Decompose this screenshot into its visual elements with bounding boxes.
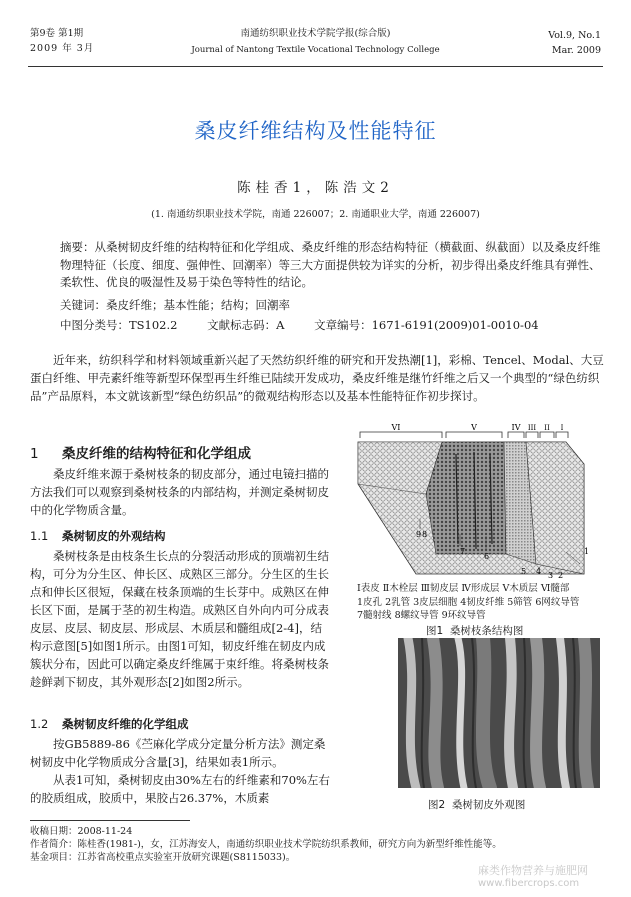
part-number: 8	[422, 530, 428, 539]
figure-number: 图2	[428, 799, 446, 811]
footnote	[30, 825, 590, 864]
section-title: 桑皮纤维的结构特征和化学组成	[62, 446, 251, 462]
article-number: 文章编号：1671-6191(2009)01-0010-04	[314, 318, 539, 332]
date-cn: 2009 年 3月	[30, 43, 95, 54]
section-1-heading	[30, 442, 251, 462]
journal-title-en: Journal of Nantong Textile Vocational Technology College	[191, 45, 440, 55]
paper-title: 桑皮纤维结构及性能特征	[194, 119, 437, 143]
date-en: Mar. 2009	[551, 45, 601, 56]
keywords: 关键词：桑皮纤维；基本性能；结构；回潮率	[60, 298, 290, 312]
layer-label: IV	[511, 424, 521, 432]
legend-line: 7髓射线 8螺纹导管 9环纹导管	[357, 610, 486, 621]
paragraph: 按GB5889-86《苎麻化学成分定量分析方法》测定桑树韧皮中化学物质成分含量[3]，结果如表1所示。	[30, 737, 326, 769]
section-1-2-heading	[30, 716, 189, 732]
part-number: 5	[521, 567, 527, 576]
layer-label: III	[527, 424, 537, 432]
header-rule	[28, 66, 603, 67]
author-bio: 作者简介：陈桂香(1981-)，女，江苏海安人，南通纺织职业技术学院纺织系教师，研究方向为新型纤维性能等。	[30, 839, 502, 850]
bark-photo-figure	[398, 638, 600, 788]
part-number: 6	[484, 552, 490, 561]
part-number: 1	[584, 547, 590, 556]
section-number: 1.1	[30, 529, 49, 543]
layer-label: I	[560, 424, 564, 432]
received-date: 收稿日期：2008-11-24	[30, 826, 133, 837]
authors: 陈桂香1，陈浩文2	[237, 180, 394, 196]
clc-number: 中图分类号：TS102.2	[60, 318, 178, 332]
section-1-1-heading	[30, 528, 166, 544]
layer-label: II	[544, 424, 550, 432]
figure-2-caption	[428, 797, 525, 812]
legend-line: 1皮孔 2乳管 3皮层细胞 4韧皮纤维 5筛管 6网纹导管	[357, 596, 580, 608]
stem-structure-figure	[356, 424, 596, 579]
part-number: 4	[536, 567, 542, 576]
section-title: 桑树韧皮的外观结构	[62, 529, 166, 543]
intro-text: 近年来，纺织科学和材料领域重新兴起了天然纺织纤维的研究和开发热潮[1]，彩棉、Tencel、Modal、大豆蛋白纤维、甲壳素纤维等新型环保型再生纤维已陆续开发成功，桑皮纤维是继竹纤维之后又一个典型的“绿色纺织品”产品原料，本文就该新型“绿色纺织品”的微观结构形态以及基本性能特征作初步探讨。	[30, 353, 604, 403]
figure-number: 图1	[426, 625, 444, 637]
part-number: 3	[548, 571, 554, 579]
layer-label: VI	[391, 424, 401, 432]
affiliation: (1. 南通纺织职业技术学院，南通 226007；2. 南通职业大学，南通 226007)	[151, 209, 480, 220]
part-number: 2	[558, 571, 564, 579]
layer-label: V	[471, 424, 477, 432]
section-1-body	[30, 465, 333, 519]
funding: 基金项目：江苏省高校重点实验室开放研究课题(S8115033)。	[30, 852, 296, 863]
section-number: 1.2	[30, 717, 49, 731]
watermark-text: 麻类作物营养与施肥网	[478, 864, 588, 877]
volume-issue-cn: 第9卷 第1期	[30, 28, 84, 39]
abstract: 摘要：从桑树韧皮纤维的结构特征和化学组成、桑皮纤维的形态结构特征（横截面、纵截面）以及桑皮纤维物理特征（长度、细度、强伸性、回潮率）等三大方面提供较为详实的分析，初步得出桑皮纤维具有弹性、柔软性、优良的吸湿性及易于染色等特性的结论。	[60, 240, 601, 289]
journal-title-cn: 南通纺织职业技术学院学报(综合版)	[240, 28, 391, 39]
classification	[60, 317, 565, 333]
part-number: 9	[416, 530, 422, 539]
section-number: 1	[30, 446, 39, 462]
section-1-1-body	[30, 547, 333, 691]
part-number: 7	[460, 547, 466, 556]
figure-1-caption	[426, 623, 523, 638]
paragraph: 桑树枝条是由枝条生长点的分裂活动形成的顶端初生结构，可分为分生区、伸长区、成熟区三部分。分生区的生长点和伸长区很短，保藏在枝条顶端的生长芽中。成熟区在伸长区下面，是属于茎的初生构造。成熟区自外向内可分成表皮层、皮层、韧皮层、形成层、木质层和髓组成[2-4]，结构示意图[5]如图1所示。由图1可知，韧皮纤维在韧皮内成簇状分布，因此可以确定桑皮纤维属于束纤维。将桑树枝条趁鲜剥下韧皮，其外观形态[2]如图2所示。	[30, 549, 329, 689]
footnote-rule	[30, 820, 190, 821]
figure-caption: 桑树韧皮外观图	[451, 799, 526, 811]
watermark-url: www.fibercrops.com	[478, 878, 580, 889]
paragraph: 从表1可知，桑树韧皮由30%左右的纤维素和70%左右的胶质组成，胶质中，果胶占26.37%，木质素	[30, 773, 330, 805]
paragraph: 桑皮纤维来源于桑树枝条的韧皮部分，通过电镜扫描的方法我们可以观察到桑树枝条的内部结构，并测定桑树韧皮中的化学物质含量。	[30, 467, 329, 517]
figure-1-legend	[357, 582, 602, 623]
section-title: 桑树韧皮纤维的化学组成	[62, 717, 189, 731]
figure-caption: 桑树枝条结构图	[449, 625, 524, 637]
volume-issue-en: Vol.9, No.1	[548, 30, 601, 41]
legend-line: Ⅰ表皮 Ⅱ木栓层 Ⅲ韧皮层 Ⅳ形成层 Ⅴ木质层 Ⅵ髓部	[357, 583, 570, 594]
document-code: 文献标志码：A	[207, 318, 285, 332]
section-1-2-body	[30, 735, 333, 807]
